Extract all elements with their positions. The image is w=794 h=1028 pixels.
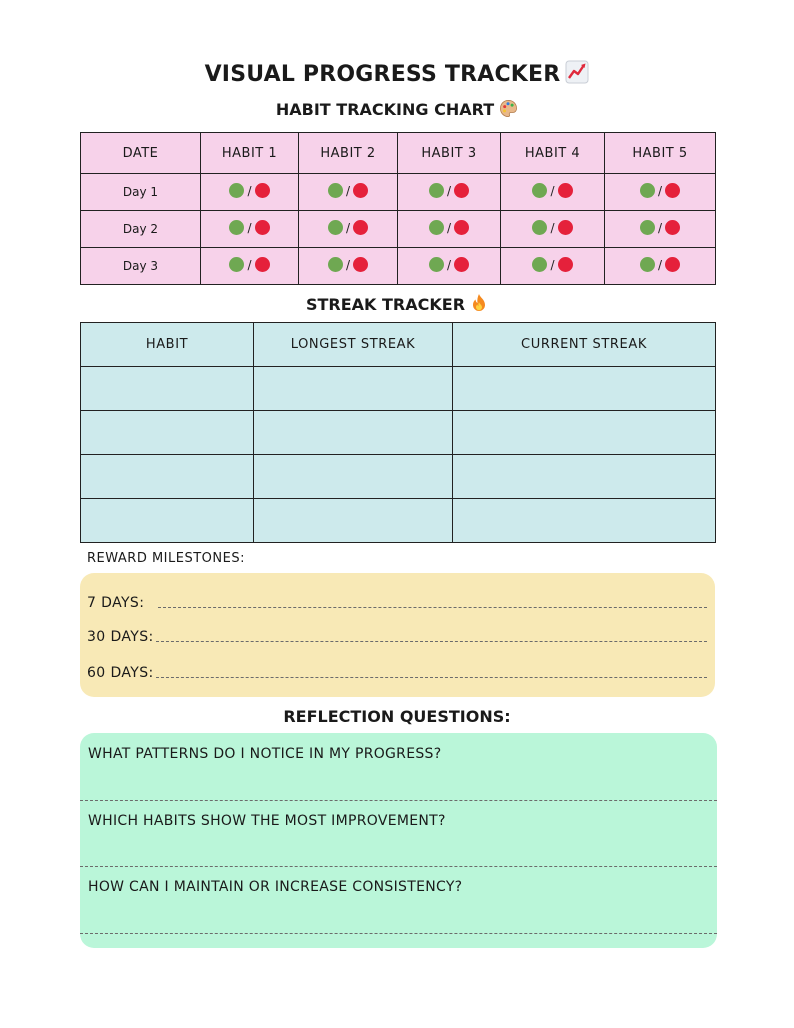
red-circle-icon (665, 183, 680, 198)
status-options (640, 183, 680, 198)
habit-table-row (81, 174, 716, 211)
status-options (328, 220, 368, 235)
habit-cell[interactable] (81, 367, 254, 411)
red-circle-icon (353, 220, 368, 235)
page-title (0, 60, 794, 90)
habit-status-cell[interactable] (605, 248, 716, 285)
reward-milestones-box (80, 573, 715, 697)
current-streak-cell[interactable] (453, 499, 716, 543)
status-options (532, 220, 572, 235)
habit-cell[interactable] (81, 499, 254, 543)
answer-line-1[interactable] (80, 800, 717, 801)
habit-status-cell[interactable] (201, 248, 299, 285)
green-circle-icon (640, 220, 655, 235)
habit-status-cell[interactable] (398, 248, 501, 285)
green-circle-icon (532, 257, 547, 272)
green-circle-icon (229, 257, 244, 272)
chart-increasing-icon (565, 60, 589, 90)
milestone-7-days (87, 595, 707, 611)
red-circle-icon (454, 257, 469, 272)
status-options (429, 257, 469, 272)
habit-status-cell[interactable] (201, 211, 299, 248)
answer-line-2[interactable] (80, 866, 717, 867)
artist-palette-icon (499, 99, 518, 122)
green-circle-icon (640, 257, 655, 272)
red-circle-icon (558, 183, 573, 198)
longest-streak-cell[interactable] (254, 455, 453, 499)
status-options (229, 220, 269, 235)
green-circle-icon (229, 220, 244, 235)
habit-chart-title (0, 99, 794, 122)
answer-line-3[interactable] (80, 933, 717, 934)
habit-tracking-table (80, 132, 716, 285)
status-options (229, 257, 269, 272)
separator: / (550, 183, 555, 198)
habit-status-cell[interactable] (299, 211, 398, 248)
milestone-write-line[interactable] (158, 607, 707, 608)
milestone-60-days (87, 665, 707, 681)
longest-streak-cell[interactable] (254, 411, 453, 455)
milestone-write-line[interactable] (156, 641, 707, 642)
day-label: Day 2 (81, 211, 201, 248)
milestone-write-line[interactable] (156, 677, 707, 678)
green-circle-icon (328, 183, 343, 198)
red-circle-icon (255, 220, 270, 235)
current-streak-cell[interactable] (453, 367, 716, 411)
header-habit-5: HABIT 5 (605, 133, 716, 174)
red-circle-icon (558, 257, 573, 272)
milestone-label: 30 DAYS: (87, 629, 154, 645)
reward-milestones-label: REWARD MILESTONES: (87, 551, 245, 566)
streak-table-row (81, 367, 716, 411)
habit-status-cell[interactable] (398, 211, 501, 248)
red-circle-icon (454, 183, 469, 198)
green-circle-icon (429, 257, 444, 272)
green-circle-icon (429, 220, 444, 235)
separator: / (247, 183, 252, 198)
green-circle-icon (328, 220, 343, 235)
header-habit-1: HABIT 1 (201, 133, 299, 174)
habit-status-cell[interactable] (299, 174, 398, 211)
streak-table-row (81, 499, 716, 543)
status-options (328, 183, 368, 198)
separator: / (247, 257, 252, 272)
habit-status-cell[interactable] (501, 248, 605, 285)
separator: / (446, 183, 452, 198)
red-circle-icon (665, 257, 680, 272)
header-date: DATE (81, 133, 201, 174)
status-options (532, 183, 572, 198)
current-streak-cell[interactable] (453, 411, 716, 455)
red-circle-icon (454, 220, 469, 235)
status-options (429, 183, 469, 198)
streak-tracker-title-text: STREAK TRACKER (305, 295, 466, 314)
streak-tracker-title (0, 293, 794, 317)
fire-icon (470, 293, 488, 317)
reflection-box (80, 733, 717, 948)
green-circle-icon (229, 183, 244, 198)
reflection-question-2: WHICH HABITS SHOW THE MOST IMPROVEMENT? (88, 813, 446, 829)
header-habit: HABIT (81, 323, 254, 367)
green-circle-icon (429, 183, 444, 198)
green-circle-icon (532, 220, 547, 235)
header-habit-2: HABIT 2 (299, 133, 398, 174)
red-circle-icon (255, 183, 270, 198)
page-title-text: VISUAL PROGRESS TRACKER (204, 62, 561, 87)
separator: / (345, 183, 351, 198)
status-options (328, 257, 368, 272)
longest-streak-cell[interactable] (254, 367, 453, 411)
habit-status-cell[interactable] (299, 248, 398, 285)
habit-status-cell[interactable] (398, 174, 501, 211)
status-options (532, 257, 572, 272)
reflection-title: REFLECTION QUESTIONS: (283, 707, 511, 726)
habit-chart-title-text: HABIT TRACKING CHART (275, 100, 495, 119)
green-circle-icon (532, 183, 547, 198)
red-circle-icon (255, 257, 270, 272)
current-streak-cell[interactable] (453, 455, 716, 499)
habit-status-cell[interactable] (201, 174, 299, 211)
milestone-label: 7 DAYS: (87, 595, 145, 611)
longest-streak-cell[interactable] (254, 499, 453, 543)
separator: / (657, 183, 663, 198)
habit-table-row (81, 248, 716, 285)
separator: / (446, 257, 452, 272)
habit-status-cell[interactable] (605, 211, 716, 248)
status-options (640, 220, 680, 235)
habit-status-cell[interactable] (605, 174, 716, 211)
streak-table-row (81, 455, 716, 499)
habit-status-cell[interactable] (501, 211, 605, 248)
milestone-30-days (87, 629, 707, 645)
status-options (229, 183, 269, 198)
green-circle-icon (328, 257, 343, 272)
header-habit-4: HABIT 4 (501, 133, 605, 174)
habit-cell[interactable] (81, 411, 254, 455)
separator: / (247, 220, 252, 235)
reflection-question-3: HOW CAN I MAINTAIN OR INCREASE CONSISTENCY? (88, 879, 463, 895)
day-label: Day 1 (81, 174, 201, 211)
separator: / (345, 220, 351, 235)
status-options (429, 220, 469, 235)
separator: / (550, 257, 555, 272)
separator: / (657, 220, 663, 235)
streak-table-row (81, 411, 716, 455)
streak-tracker-table (80, 322, 716, 543)
day-label: Day 3 (81, 248, 201, 285)
header-longest-streak: LONGEST STREAK (254, 323, 453, 367)
separator: / (345, 257, 351, 272)
status-options (640, 257, 680, 272)
milestone-label: 60 DAYS: (87, 665, 154, 681)
header-habit-3: HABIT 3 (398, 133, 501, 174)
header-current-streak: CURRENT STREAK (453, 323, 716, 367)
red-circle-icon (665, 220, 680, 235)
streak-table-header-row (81, 323, 716, 367)
habit-cell[interactable] (81, 455, 254, 499)
separator: / (550, 220, 555, 235)
separator: / (446, 220, 452, 235)
green-circle-icon (640, 183, 655, 198)
habit-status-cell[interactable] (501, 174, 605, 211)
reflection-question-1: WHAT PATTERNS DO I NOTICE IN MY PROGRESS? (88, 746, 442, 762)
red-circle-icon (353, 257, 368, 272)
separator: / (657, 257, 663, 272)
habit-table-row (81, 211, 716, 248)
red-circle-icon (353, 183, 368, 198)
habit-table-header-row (81, 133, 716, 174)
red-circle-icon (558, 220, 573, 235)
